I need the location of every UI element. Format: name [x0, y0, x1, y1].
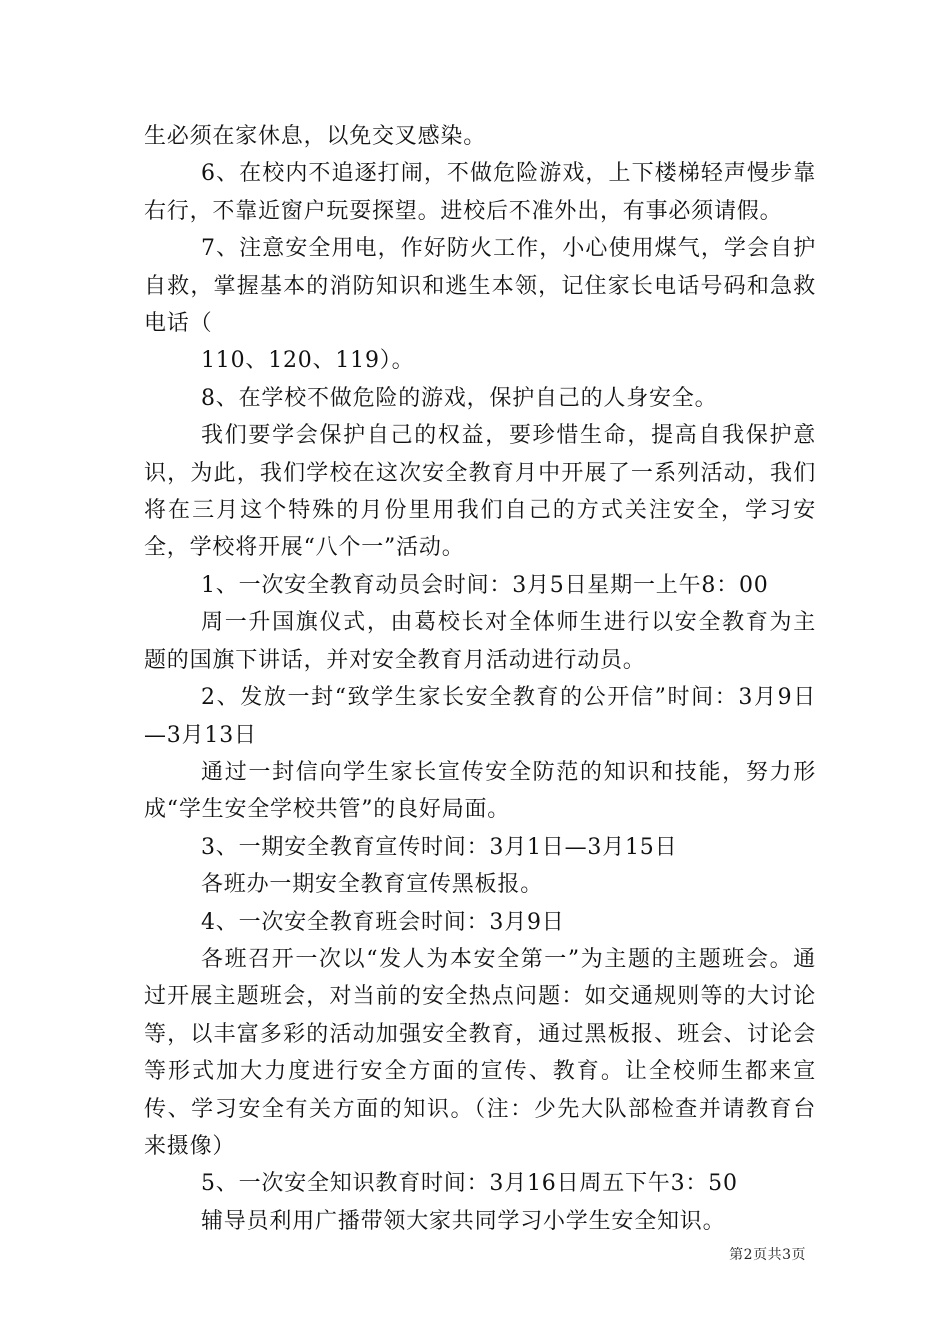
paragraph: 通过一封信向学生家长宣传安全防范的知识和技能，努力形成“学生安全学校共管”的良好局面。: [144, 759, 816, 823]
paragraph: 1、一次安全教育动员会时间：3月5日星期一上午8：00: [201, 572, 769, 598]
paragraph: 2、发放一封“致学生家长安全教育的公开信”时间：3月9日—3月13日: [144, 685, 816, 748]
paragraph: 8、在学校不做危险的游戏，保护自己的人身安全。: [201, 385, 718, 411]
document-body: [144, 118, 816, 1240]
paragraph: 6、在校内不追逐打闹，不做危险游戏，上下楼梯轻声慢步靠右行，不靠近窗户玩耍探望。进校后不准外出，有事必须请假。: [144, 161, 816, 224]
paragraph: 4、一次安全教育班会时间：3月9日: [201, 909, 565, 935]
paragraph: 辅导员利用广播带领大家共同学习小学生安全知识。: [201, 1208, 726, 1234]
paragraph: 3、一期安全教育宣传时间：3月1日—3月15日: [201, 834, 678, 860]
paragraph: 110、120、119）。: [201, 348, 415, 374]
page-number-footer: 第2页共3页: [729, 1247, 806, 1263]
paragraph: 5、一次安全知识教育时间：3月16日周五下午3：50: [201, 1171, 738, 1197]
paragraph: 生必须在家休息，以免交叉感染。: [144, 124, 487, 149]
paragraph: 各班召开一次以“发人为本安全第一”为主题的主题班会。通过开展主题班会，对当前的安全热点问题：如交通规则等的大讨论等，以丰富多彩的活动加强安全教育，通过黑板报、班会、讨论会等形式加大力度进行安全方面的宣传、教育。让全校师生都来宣传、学习安全有关方面的知识。（注：少先大队部检查并请教育台来摄像）: [144, 946, 816, 1159]
paragraph: 周一升国旗仪式，由葛校长对全体师生进行以安全教育为主题的国旗下讲话，并对安全教育月活动进行动员。: [144, 610, 816, 673]
paragraph: 各班办一期安全教育宣传黑板报。: [201, 872, 544, 898]
paragraph: 我们要学会保护自己的权益，要珍惜生命，提高自我保护意识，为此，我们学校在这次安全教育月中开展了一系列活动，我们将在三月这个特殊的月份里用我们自己的方式关注安全，学习安全，学校将开展“八个一”活动。: [144, 423, 816, 561]
paragraph: 7、注意安全用电，作好防火工作，小心使用煤气，学会自护自救，掌握基本的消防知识和逃生本领，记住家长电话号码和急救电话（: [144, 236, 816, 337]
